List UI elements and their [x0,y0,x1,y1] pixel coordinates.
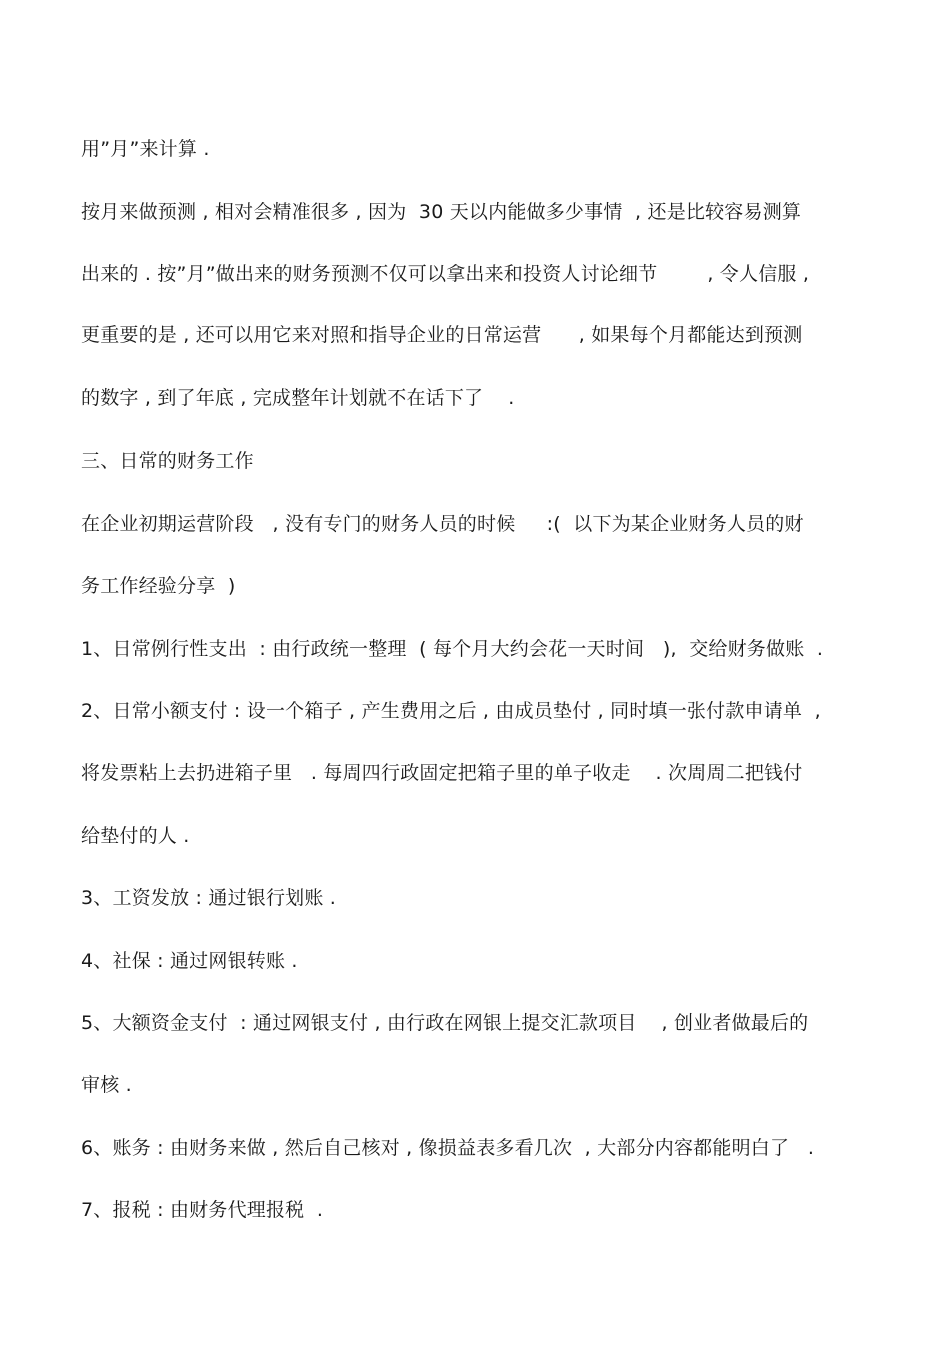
list-item: 6、账务 : 由财务来做 , 然后自己核对 , 像损益表多看几次 , 大部分内容都能明白了 . [81,1137,815,1159]
paragraph-line: 用”月”来计算 . [81,138,210,160]
list-item: 2、日常小额支付 : 设一个箱子 , 产生费用之后 , 由成员垫付 , 同时填一张付款申请单 , [81,700,821,722]
paragraph-line: 在企业初期运营阶段 , 没有专门的财务人员的时候 :( 以下为某企业财务人员的财 [81,513,804,535]
list-item: 7、报税 : 由财务代理报税 . [81,1199,324,1221]
section-heading: 三、日常的财务工作 [81,450,254,472]
paragraph-line: 出来的 . 按”月”做出来的财务预测不仅可以拿出来和投资人讨论细节 , 令人信服 , [81,263,810,285]
list-item-continuation: 给垫付的人 . [81,825,190,847]
list-item: 5、大额资金支付 : 通过网银支付 , 由行政在网银上提交汇款项目 , 创业者做最后的 [81,1012,809,1034]
paragraph-line: 务工作经验分享 ) [81,575,236,597]
list-item: 1、日常例行性支出 : 由行政统一整理 ( 每个月大约会花一天时间 ), 交给财务做账 . [81,638,824,660]
list-item: 4、社保 : 通过网银转账 . [81,950,298,972]
list-item: 3、工资发放 : 通过银行划账 . [81,887,337,909]
paragraph-line: 更重要的是 , 还可以用它来对照和指导企业的日常运营 , 如果每个月都能达到预测 [81,324,803,346]
list-item-continuation: 将发票粘上去扔进箱子里 . 每周四行政固定把箱子里的单子收走 . 次周周二把钱付 [81,762,803,784]
paragraph-line: 的数字 , 到了年底 , 完成整年计划就不在话下了 . [81,387,515,409]
list-item-continuation: 审核 . [81,1074,132,1096]
paragraph-line: 按月来做预测 , 相对会精准很多 , 因为 30 天以内能做多少事情 , 还是比较容易测算 [81,201,802,223]
